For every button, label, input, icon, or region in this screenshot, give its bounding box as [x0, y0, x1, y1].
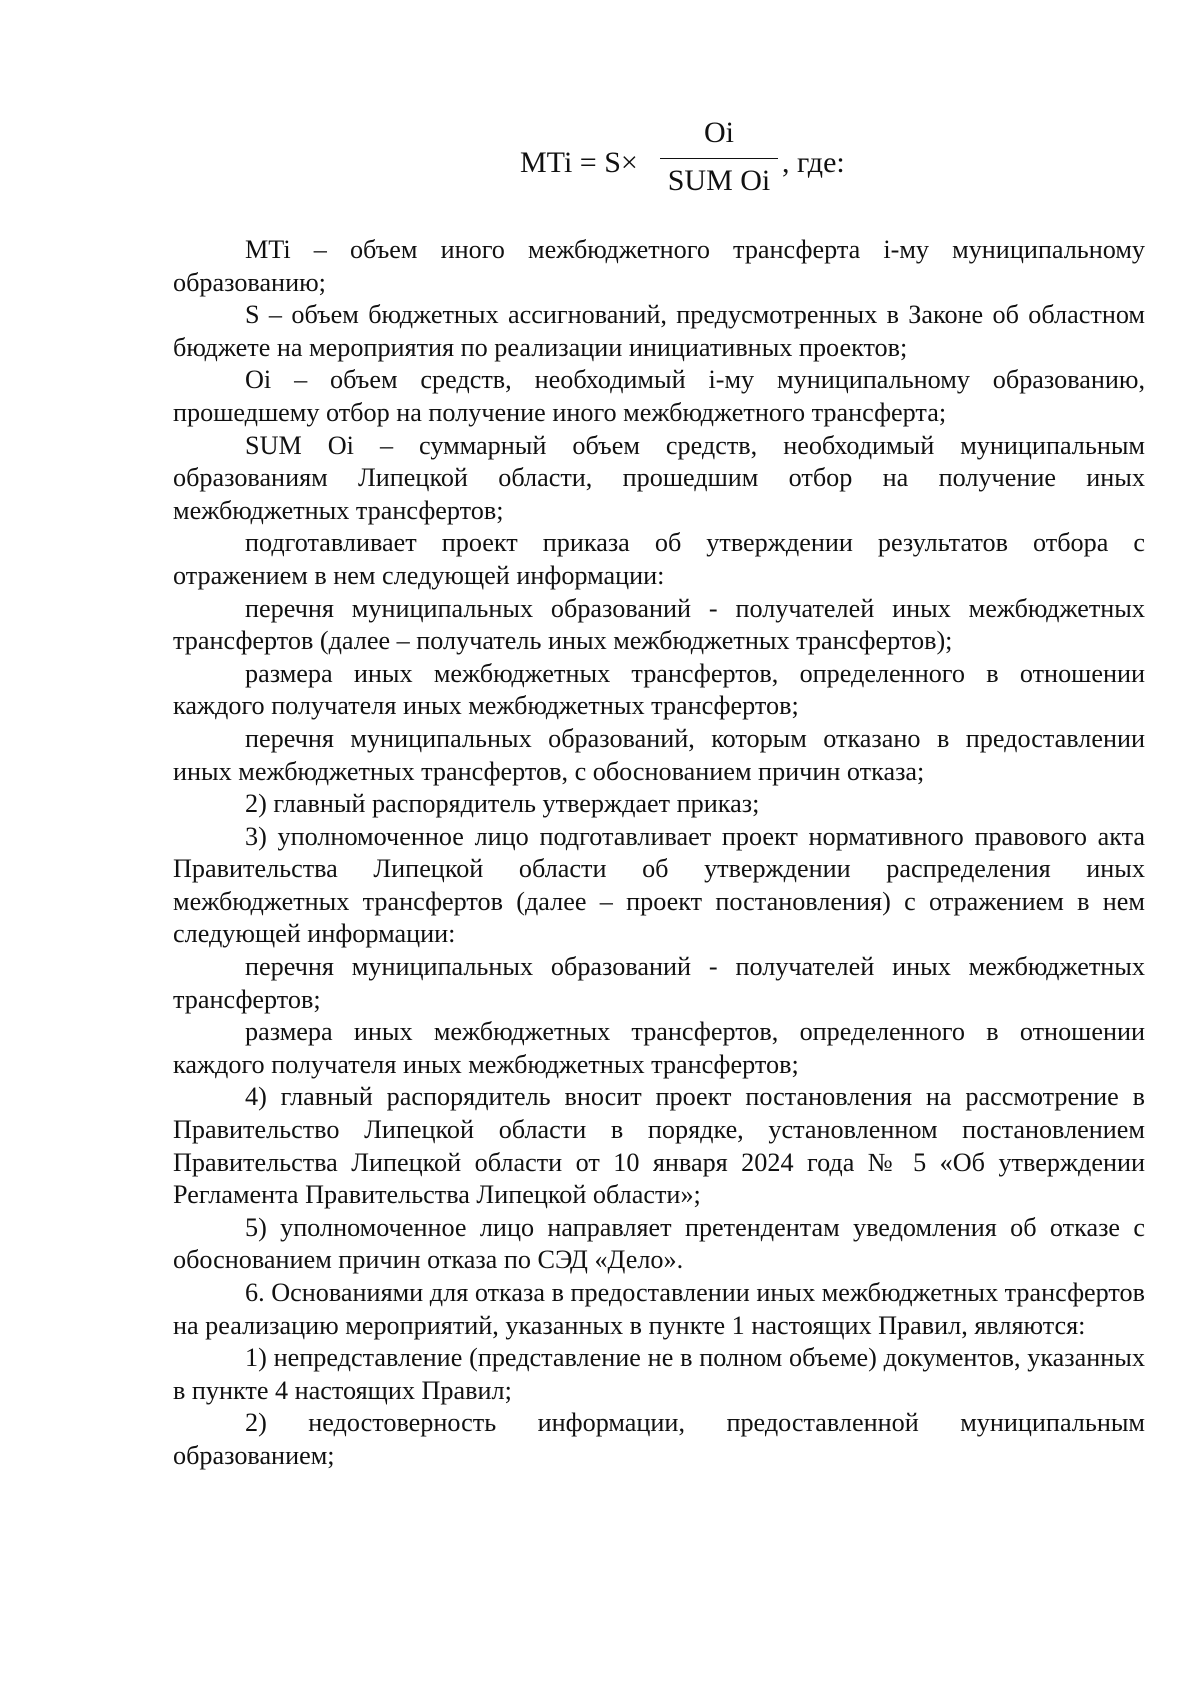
definition-s: S – объем бюджетных ассигнований, предусмотренных в Законе об областном бюджете на мероприятия по реализации инициативных проектов;: [173, 300, 1145, 362]
paragraph: размера иных межбюджетных трансфертов, определенного в отношении каждого получателя иных межбюджетных трансфертов;: [173, 1017, 1145, 1079]
paragraph: 2) недостоверность информации, предоставленной муниципальным образованием;: [173, 1408, 1145, 1470]
formula-suffix: , где:: [782, 146, 845, 179]
formula-lhs: MTi = S×: [520, 146, 638, 179]
definition-sum-oi: SUM Oi – суммарный объем средств, необходимый муниципальным образованиям Липецкой области, прошедшим отбор на получение иных межбюджетных трансфертов;: [173, 430, 1145, 525]
formula-numerator: Oi: [704, 116, 734, 149]
document-body: [173, 234, 1145, 1473]
fraction-bar: [660, 158, 778, 159]
paragraph: 5) уполномоченное лицо направляет претендентам уведомления об отказе с обоснованием причин отказа по СЭД «Дело».: [173, 1212, 1145, 1275]
definition-oi: Oi – объем средств, необходимый i-му муниципальному образованию, прошедшему отбор на получение иного межбюджетного трансферта;: [173, 365, 1145, 427]
paragraph: 4) главный распорядитель вносит проект постановления на рассмотрение в Правительство Липецкой области в порядке, установленном постановлением Правительства Липецкой области от 10 января 2024 года № 5 «Об утверждении Регламента Правительства Липецкой области»;: [173, 1082, 1145, 1210]
paragraph: перечня муниципальных образований, которым отказано в предоставлении иных межбюджетных трансфертов, с обоснованием причин отказа;: [173, 723, 1145, 786]
paragraph: 3) уполномоченное лицо подготавливает проект нормативного правового акта Правительства Липецкой области об утверждении распределения иных межбюджетных трансфертов (далее – проект постановления) с отражением в нем следующей информации:: [173, 821, 1145, 949]
formula-denominator: SUM Oi: [667, 164, 771, 197]
paragraph: 6. Основаниями для отказа в предоставлении иных межбюджетных трансфертов на реализацию мероприятий, указанных в пункте 1 настоящих Правил, являются:: [173, 1278, 1145, 1340]
paragraph: 1) непредставление (представление не в полном объеме) документов, указанных в пункте 4 настоящих Правил;: [173, 1343, 1145, 1405]
paragraph: перечня муниципальных образований - получателей иных межбюджетных трансфертов (далее – получатель иных межбюджетных трансфертов);: [173, 593, 1145, 656]
paragraph: размера иных межбюджетных трансфертов, определенного в отношении каждого получателя иных межбюджетных трансфертов;: [173, 658, 1145, 721]
paragraph: 2) главный распорядитель утверждает приказ;: [245, 789, 760, 819]
paragraph: подготавливает проект приказа об утверждении результатов отбора с отражением в нем следующей информации:: [173, 528, 1145, 590]
paragraph: перечня муниципальных образований - получателей иных межбюджетных трансфертов;: [173, 952, 1145, 1014]
definition-mti: MTi – объем иного межбюджетного трансферта i-му муниципальному образованию;: [173, 235, 1145, 297]
